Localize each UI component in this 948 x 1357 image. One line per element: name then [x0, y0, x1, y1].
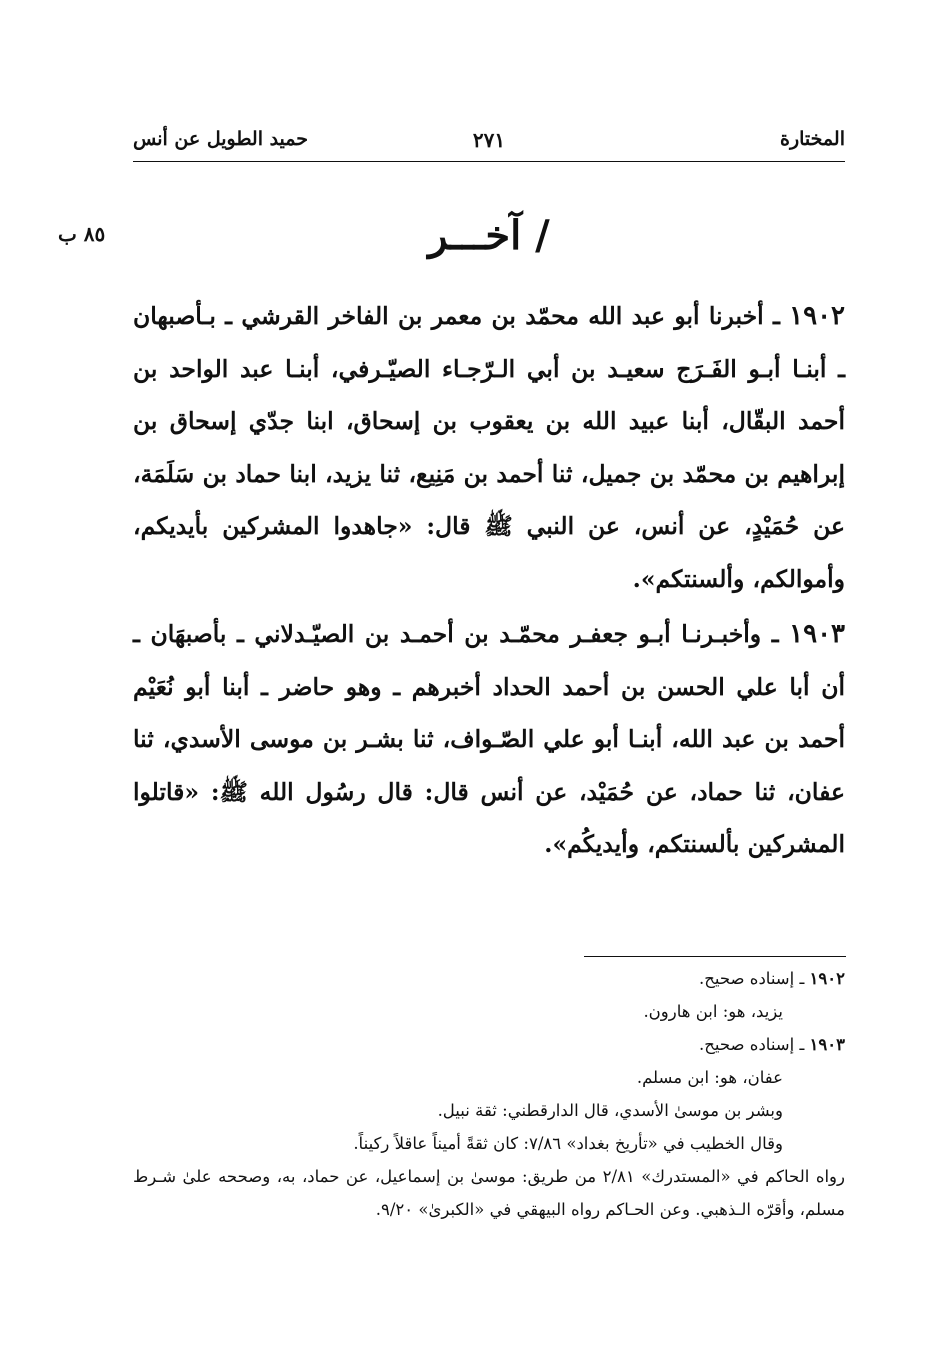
footnote-text: عفان، هو: ابن مسلم. — [636, 1068, 783, 1087]
footnotes — [133, 962, 845, 1226]
page-number: ٢٧١ — [472, 128, 506, 152]
footnote-paragraph: رواه الحاكم في «المستدرك» ٢/٨١ من طريق: موسىٰ بن إسماعيل، عن حماد، به، وصححه علىٰ شـرط مسلم، وأقرّه الـذهبي. وعن الحـاكم رواه البيهقي في «الكبرىٰ» ٩/٢٠. — [133, 1167, 845, 1219]
footnote-text: ـ إسناده صحيح. — [699, 1035, 805, 1054]
chapter-title: حميد الطويل عن أنس — [133, 128, 309, 150]
section-title: / آخـــر — [428, 212, 550, 259]
header-rule — [133, 161, 845, 162]
hadith-number: ١٩٠٣ — [789, 619, 846, 649]
footnote-number: ١٩٠٣ — [809, 1035, 845, 1054]
hadith-text: ـ أخبرنا أبو عبد الله محمّد بن معمر بن الفاخر القرشي ـ بـأصبهان ـ أبنـا أبـو الفَـرَج سعيـد بن أبي الـرّجـاء الصيّـرفي، أبنـا عبد الواحد بن أحمد البقّال، أبنا عبيد الله بن يعقوب بن إسحاق، ابنا جدّي إسحاق بن إبراهيم بن محمّد بن جميل، ثنا أحمد بن مَنِيع، ثنا يزيد، ابنا حماد بن سَلَمَة، عن حُمَيْدٍ، عن أنس، عن النبي ﷺ قال: «جاهدوا المشركين بأيديكم، وأموالكم، وألسنتكم». — [133, 302, 845, 593]
hadith-1903 — [133, 608, 845, 871]
footnote-1903-heading — [133, 1028, 845, 1061]
footnote-rule — [584, 956, 846, 957]
hadith-text: ـ وأخبـرنـا أبـو جعفـر محمّـد بن أحمـد بن الصيّـدلاني ـ بأصبهَان ـ أن أبا علي الحسن بن أحمد الحداد أخبرهم ـ وهو حاضر ـ أبنا أبو نُعَيْم أحمد بن عبد الله، أبنـا أبو علي الصّـواف، ثنا بشـر بن موسى الأسدي، ثنا عفان، ثنا حماد، عن حُمَيْد، عن أنس قال: قال رسُول الله ﷺ: «قاتلوا المشركين بألسنتكم، وأيديكُم». — [133, 620, 845, 858]
hadith-1902 — [133, 290, 845, 605]
running-header — [133, 126, 845, 162]
book-title: المختارة — [780, 128, 845, 150]
footnote-text: يزيد، هو: ابن هارون. — [643, 1002, 783, 1021]
hadith-number: ١٩٠٢ — [789, 301, 846, 331]
folio-note: ٨٥ ب — [58, 222, 106, 246]
footnote-text: وبشر بن موسىٰ الأسدي، قال الدارقطني: ثقة نبيل. — [437, 1101, 783, 1120]
footnote-text: ـ إسناده صحيح. — [699, 969, 805, 988]
footnote-1902-heading — [133, 962, 845, 995]
footnote-number: ١٩٠٢ — [809, 969, 845, 988]
footnote-text: وقال الخطيب في «تأريخ بغداد» ٧/٨٦: كان ثقةً أميناً عاقلاً ركيناً. — [353, 1134, 783, 1153]
